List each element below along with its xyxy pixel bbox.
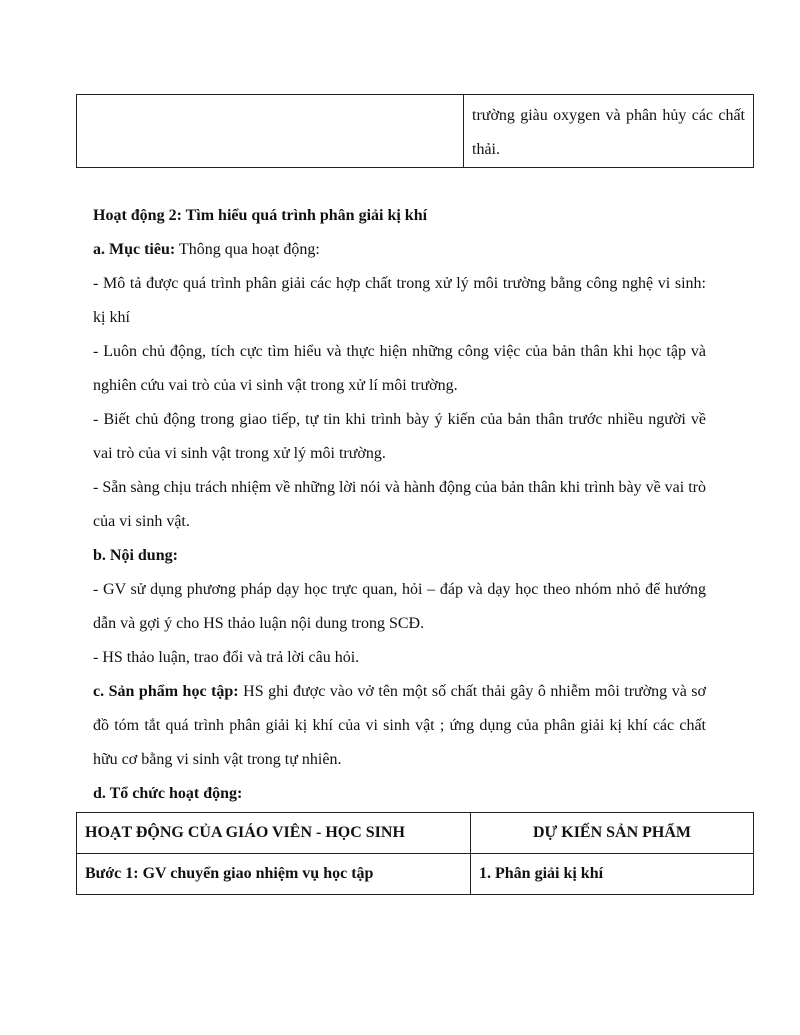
content-item: - GV sử dụng phương pháp dạy học trực quan, hỏi – đáp và dạy học theo nhóm nhỏ để hướng dẫn và gợi ý cho HS thảo luận nội dung trong SCĐ. <box>93 581 706 632</box>
content-item: - HS thảo luận, trao đổi và trả lời câu hỏi. <box>93 649 360 666</box>
product-cell: 1. Phân giải kị khí <box>471 854 754 895</box>
table-cell-right: trường giàu oxygen và phân hủy các chất thải. <box>464 95 754 168</box>
objective-text: Thông qua hoạt động: <box>175 241 320 258</box>
product-line <box>93 675 706 777</box>
objective-line <box>93 233 706 267</box>
goal-item: - Mô tả được quá trình phân giải các hợp chất trong xử lý môi trường bằng công nghệ vi sinh: kị khí <box>93 275 706 326</box>
activity-section <box>93 199 706 811</box>
goal-item: - Luôn chủ động, tích cực tìm hiểu và thực hiện những công việc của bản thân khi học tập và nghiên cứu vai trò của vi sinh vật trong xử lí môi trường. <box>93 343 706 394</box>
table-row <box>77 854 754 895</box>
activity-heading-text: Hoạt động 2: Tìm hiểu quá trình phân giải kị khí <box>93 207 428 224</box>
goal-item: - Sẵn sàng chịu trách nhiệm về những lời nói và hành động của bản thân khi trình bày về vai trò của vi sinh vật. <box>93 479 706 530</box>
content-label: b. Nội dung: <box>93 547 178 564</box>
product-text: HS ghi được vào vở tên một số chất thải gây ô nhiễm môi trường và sơ đồ tóm tắt quá trình phân giải kị khí của vi sinh vật ; ứng dụng của phân giải kị khí các chất hữu cơ bằng vi sinh vật trong tự nhiên. <box>93 683 706 768</box>
organization-label: d. Tổ chức hoạt động: <box>93 785 243 802</box>
activity-heading <box>93 199 706 233</box>
header-teacher-student: HOẠT ĐỘNG CỦA GIÁO VIÊN - HỌC SINH <box>77 813 471 854</box>
header-expected-product: DỰ KIẾN SẢN PHẨM <box>471 813 754 854</box>
objective-label: a. Mục tiêu: <box>93 241 176 258</box>
content-heading <box>93 539 706 573</box>
product-label: c. Sản phẩm học tập: <box>93 683 239 700</box>
table-header-row <box>77 813 754 854</box>
table-cell-left <box>77 95 464 168</box>
activity-table <box>76 812 754 895</box>
table-row <box>77 95 754 168</box>
goal-item: - Biết chủ động trong giao tiếp, tự tin khi trình bày ý kiến của bản thân trước nhiều người về vai trò của vi sinh vật trong xử lý môi trường. <box>93 411 706 462</box>
step-cell: Bước 1: GV chuyển giao nhiệm vụ học tập <box>77 854 471 895</box>
organization-heading <box>93 777 706 811</box>
continued-table <box>76 94 754 168</box>
